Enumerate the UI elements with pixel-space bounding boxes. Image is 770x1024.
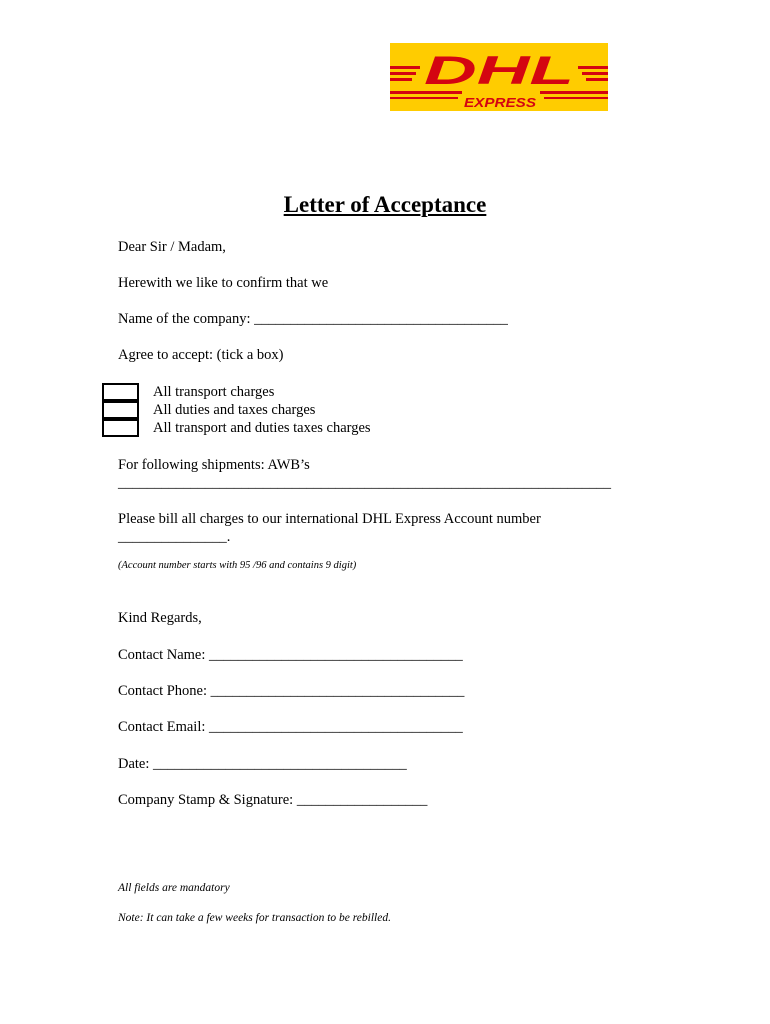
mandatory-note: All fields are mandatory	[118, 882, 230, 894]
company-name-field[interactable]: Name of the company: ___________________________________	[118, 311, 508, 327]
checkbox-transport-duties[interactable]	[102, 419, 139, 437]
intro-text: Herewith we like to confirm that we	[118, 275, 329, 291]
dhl-logo-graphic	[390, 43, 608, 111]
closing-regards: Kind Regards,	[118, 610, 202, 626]
dhl-wordmark: DHL	[424, 49, 574, 93]
shipments-label: For following shipments: AWB’s	[118, 457, 310, 473]
greeting: Dear Sir / Madam,	[118, 239, 226, 255]
contact-email-field[interactable]: Contact Email: ___________________________________	[118, 719, 463, 735]
express-wordmark: EXPRESS	[464, 95, 537, 110]
stamp-signature-field[interactable]: Company Stamp & Signature: __________________	[118, 792, 428, 808]
rebill-note: Note: It can take a few weeks for transaction to be rebilled.	[118, 912, 391, 924]
checkbox-transport[interactable]	[102, 383, 139, 401]
contact-name-field[interactable]: Contact Name: ___________________________________	[118, 647, 463, 663]
contact-phone-field[interactable]: Contact Phone: ___________________________________	[118, 683, 465, 699]
option-label: All transport and duties taxes charges	[153, 420, 371, 436]
option-label: All duties and taxes charges	[153, 402, 316, 418]
billing-text: Please bill all charges to our international DHL Express Account number	[118, 511, 541, 527]
agree-instruction: Agree to accept: (tick a box)	[118, 347, 284, 363]
checkbox-duties[interactable]	[102, 401, 139, 419]
account-number-field[interactable]: _______________.	[118, 529, 231, 545]
letter-title: Letter of Acceptance	[283, 192, 487, 217]
option-label: All transport charges	[153, 384, 275, 400]
date-field[interactable]: Date: ___________________________________	[118, 756, 407, 772]
awb-field[interactable]: ____________________________________________________________________	[118, 475, 611, 491]
dhl-express-logo	[390, 43, 608, 111]
account-note: (Account number starts with 95 /96 and contains 9 digit)	[118, 560, 357, 571]
